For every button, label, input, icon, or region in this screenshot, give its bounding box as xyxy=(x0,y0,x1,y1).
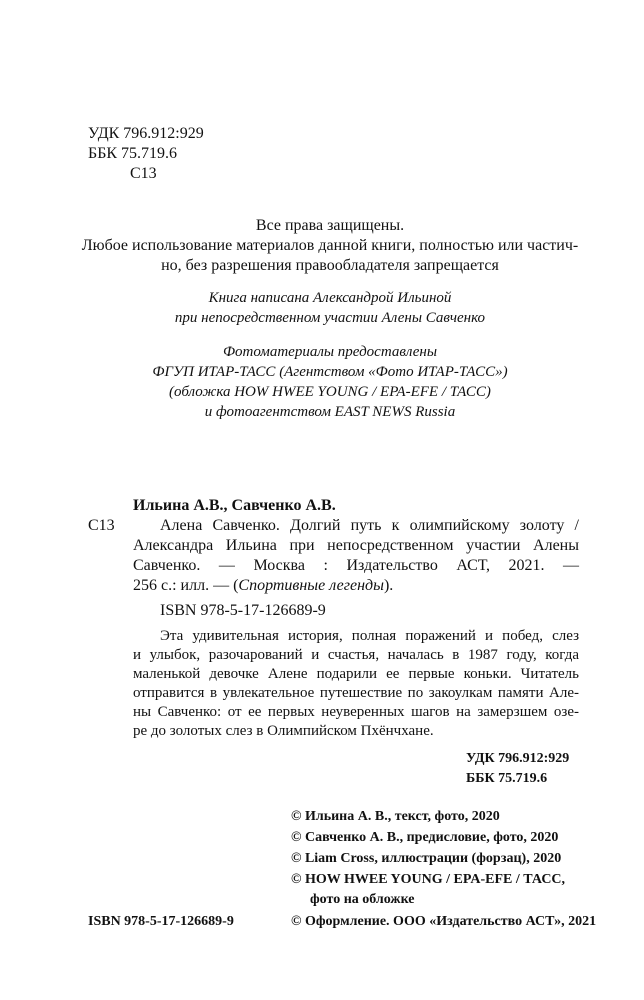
photo-credits-line-2: ФГУП ИТАР-ТАСС (Агентством «Фото ИТАР-ТАСС») xyxy=(152,364,508,380)
catalog-pages-end: ). xyxy=(383,577,394,594)
rights-line-3: но, без разрешения правообладателя запрещается xyxy=(161,257,499,274)
catalog-title-line-3: Савченко. — Москва : Издательство АСТ, 2021. — xyxy=(133,557,579,574)
bbk-code-bottom: ББК 75.719.6 xyxy=(466,771,548,786)
copyright-line-3: © Liam Cross, иллюстрации (форзац), 2020 xyxy=(291,851,562,866)
catalog-pages: 256 с.: илл. — ( xyxy=(133,577,239,594)
annotation-line-6: ре до золотых слез в Олимпийском Пхёнчхане. xyxy=(133,723,434,739)
copyright-line-5: фото на обложке xyxy=(310,892,415,907)
annotation-line-4: отправится в увлекательное путешествие по закоулкам памяти Але- xyxy=(133,685,579,701)
bbk-code-top: ББК 75.719.6 xyxy=(88,145,178,162)
annotation-line-3: маленькой девочке Алене подарили ее первые коньки. Читатель xyxy=(133,666,579,682)
author-note-line-1: Книга написана Александрой Ильиной xyxy=(208,290,452,306)
catalog-title-line-1: Алена Савченко. Долгий путь к олимпийскому золоту / xyxy=(160,517,579,534)
copyright-line-6: © Оформление. ООО «Издательство АСТ», 2021 xyxy=(291,914,597,929)
isbn-bottom: ISBN 978-5-17-126689-9 xyxy=(88,914,234,929)
copyright-line-4: © HOW HWEE YOUNG / EPA-EFE / ТАСС, xyxy=(291,872,566,887)
catalog-isbn: ISBN 978-5-17-126689-9 xyxy=(160,602,326,619)
photo-credits-line-1: Фотоматериалы предоставлены xyxy=(222,344,438,360)
photo-credits-line-4: и фотоагентством EAST NEWS Russia xyxy=(204,404,456,420)
annotation-line-5: ны Савченко: от ее первых неуверенных шагов на замерзшем озе- xyxy=(133,704,579,720)
annotation-line-1: Эта удивительная история, полная поражений и побед, слез xyxy=(160,628,579,644)
catalog-title-line-4 xyxy=(133,576,393,596)
copyright-line-1: © Ильина А. В., текст, фото, 2020 xyxy=(291,809,500,824)
catalog-index: С13 xyxy=(88,517,115,534)
rights-line-2: Любое использование материалов данной книги, полностью или частич- xyxy=(81,237,579,254)
annotation-line-2: и улыбок, разочарований и счастья, началась в 1987 году, когда xyxy=(133,647,579,663)
udk-code-top: УДК 796.912:929 xyxy=(88,125,204,142)
copyright-line-2: © Савченко А. В., предисловие, фото, 2020 xyxy=(291,830,559,845)
udk-code-bottom: УДК 796.912:929 xyxy=(466,751,570,766)
photo-credits-line-3: (обложка HOW HWEE YOUNG / EPA-EFE / ТАСС) xyxy=(169,384,491,400)
author-note-line-2: при непосредственном участии Алены Савченко xyxy=(174,310,486,326)
catalog-title-line-2: Александра Ильина при непосредственном участии Алены xyxy=(133,537,579,554)
catalog-series: Спортивные легенды xyxy=(238,577,384,594)
rights-line-1: Все права защищены. xyxy=(255,217,405,234)
catalog-authors: Ильина А.В., Савченко А.В. xyxy=(133,497,336,514)
author-sign-top: С13 xyxy=(130,165,157,182)
